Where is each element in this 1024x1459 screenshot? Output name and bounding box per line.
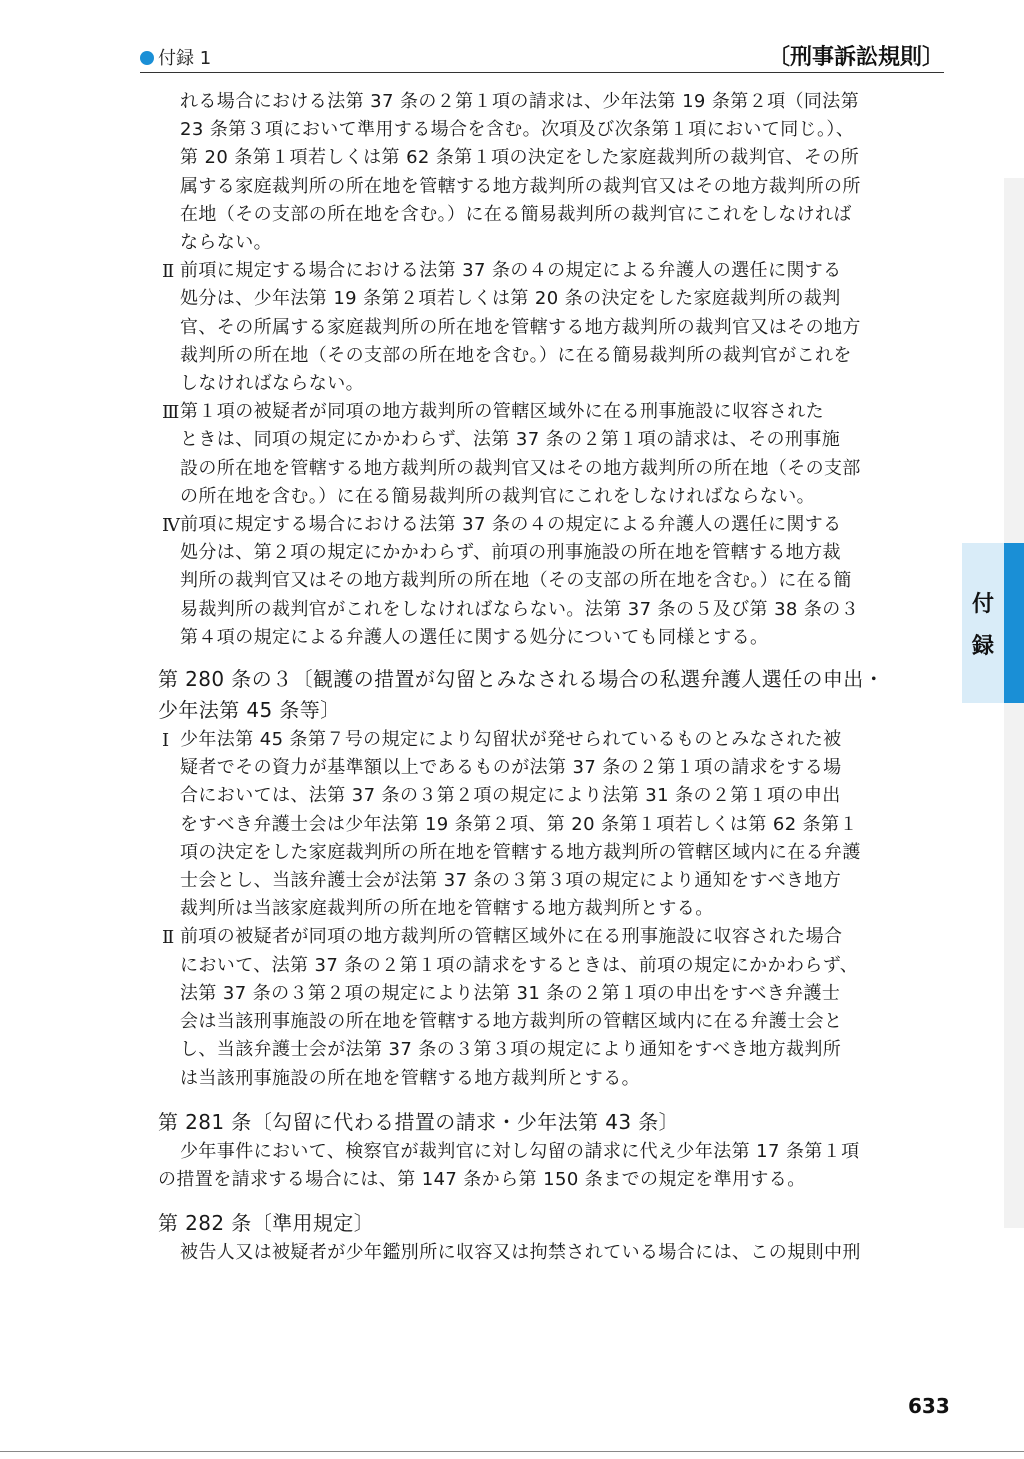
running-header	[140, 46, 944, 74]
text-line: 23 条第３項において準用する場合を含む。次項及び次条第１項において同じ。）、	[180, 119, 855, 141]
continued-paragraph	[158, 88, 922, 257]
text-line: 士会とし、当該弁護士会が法第 37 条の３第３項の規定により通知をすべき地方	[180, 870, 842, 892]
text-line: の所在地を含む。）に在る簡易裁判所の裁判官にこれをしなければならない。	[180, 485, 815, 507]
text-line: 項の決定をした家庭裁判所の所在地を管轄する地方裁判所の管轄区域内に在る弁護	[180, 841, 861, 863]
article-281	[158, 1107, 922, 1194]
text-line: 設の所在地を管轄する地方裁判所の裁判官又はその地方裁判所の所在地（その支部	[180, 457, 861, 479]
article-280-3	[158, 664, 922, 1093]
clause-number: Ⅲ	[162, 402, 180, 423]
text-line: 前項に規定する場合における法第 37 条の４の規定による弁護人の選任に関する	[180, 260, 842, 282]
article-text	[158, 1239, 922, 1267]
text-line: をすべき弁護士会は少年法第 19 条第２項、第 20 条第１項若しくは第 62 条第１	[180, 813, 858, 835]
text-line: の措置を請求する場合には、第 147 条から第 150 条までの規定を準用する。	[158, 1168, 806, 1190]
text-line: 少年法第 45 条第７号の規定により勾留状が発せられているものとみなされた被	[180, 729, 842, 751]
index-tab-char: 録	[971, 634, 994, 659]
text-line: 裁判所の所在地（その支部の所在地を含む。）に在る簡易裁判所の裁判官がこれを	[180, 344, 852, 366]
text-line: 判所の裁判官又はその地方裁判所の所在地（その支部の所在地を含む。）に在る簡	[180, 570, 852, 592]
text-line: 第 20 条第１項若しくは第 62 条第１項の決定をした家庭裁判所の裁判官、その所	[180, 147, 860, 169]
article-heading: 第 282 条〔準用規定〕	[158, 1211, 375, 1236]
text-line: 裁判所は当該家庭裁判所の所在地を管轄する地方裁判所とする。	[180, 898, 714, 920]
index-tab-char: 付	[971, 592, 994, 617]
text-line: 前項の被疑者が同項の地方裁判所の管轄区域外に在る刑事施設に収容された場合	[180, 926, 843, 948]
text-line: 疑者でその資力が基準額以上であるものが法第 37 条の２第１項の請求をする場	[180, 757, 842, 779]
text-line: は当該刑事施設の所在地を管轄する地方裁判所とする。	[180, 1067, 640, 1089]
index-tab-bar	[1004, 543, 1024, 703]
footer-rule	[0, 1451, 1024, 1452]
book-title: 〔刑事訴訟規則〕	[767, 45, 944, 70]
text-line: 処分は、少年法第 19 条第２項若しくは第 20 条の決定をした家庭裁判所の裁判	[180, 288, 841, 310]
text-line: ときは、同項の規定にかかわらず、法第 37 条の２第１項の請求は、その刑事施	[180, 429, 841, 451]
appendix-label: 付録 1	[158, 48, 212, 69]
article-text	[158, 1138, 922, 1194]
heading-line: 第 280 条の３〔観護の措置が勾留とみなされる場合の私選弁護人選任の申出・	[158, 667, 885, 692]
article-282	[158, 1208, 922, 1267]
text-line: 第４項の規定による弁護人の選任に関する処分についても同様とする。	[180, 626, 769, 648]
clause-number: Ⅱ	[162, 261, 175, 282]
clause-number: Ⅰ	[162, 730, 170, 751]
text-line: 官、その所属する家庭裁判所の所在地を管轄する地方裁判所の裁判官又はその地方	[180, 316, 861, 338]
text-line: において、法第 37 条の２第１項の請求をするときは、前項の規定にかかわらず、	[180, 954, 859, 976]
clause-item	[158, 923, 922, 1092]
clause-number: Ⅱ	[162, 927, 175, 948]
text-line: 少年事件において、検察官が裁判官に対し勾留の請求に代え少年法第 17 条第１項	[180, 1140, 860, 1162]
text-line: 被告人又は被疑者が少年鑑別所に収容又は拘禁されている場合には、この規則中刑	[180, 1242, 861, 1264]
header-rule	[140, 72, 944, 73]
heading-line: 少年法第 45 条等〕	[158, 698, 341, 723]
page-body	[158, 88, 922, 1267]
text-line: れる場合における法第 37 条の２第１項の請求は、少年法第 19 条第２項（同法第	[180, 91, 860, 112]
text-line: 処分は、第２項の規定にかかわらず、前項の刑事施設の所在地を管轄する地方裁	[180, 542, 841, 564]
article-heading	[158, 664, 922, 726]
page-number: 633	[908, 1394, 950, 1418]
article-heading: 第 281 条〔勾留に代わる措置の請求・少年法第 43 条〕	[158, 1109, 680, 1134]
side-index-track	[1004, 178, 1024, 1228]
text-line: 前項に規定する場合における法第 37 条の４の規定による弁護人の選任に関する	[180, 514, 842, 536]
text-line: 易裁判所の裁判官がこれをしなければならない。法第 37 条の５及び第 38 条の３	[180, 598, 860, 620]
clause-item	[158, 511, 922, 652]
text-line: しなければならない。	[180, 373, 364, 395]
text-line: 在地（その支部の所在地を含む。）に在る簡易裁判所の裁判官にこれをしなければ	[180, 203, 852, 225]
text-line: 属する家庭裁判所の所在地を管轄する地方裁判所の裁判官又はその地方裁判所の所	[180, 175, 861, 197]
text-line: 会は当該刑事施設の所在地を管轄する地方裁判所の管轄区域内に在る弁護士会と	[180, 1011, 843, 1033]
clause-item	[158, 726, 922, 923]
text-line: し、当該弁護士会が法第 37 条の３第３項の規定により通知をすべき地方裁判所	[180, 1039, 842, 1061]
text-line: ならない。	[180, 232, 272, 254]
clause-number: Ⅳ	[162, 515, 181, 536]
appendix-index-tab[interactable]	[962, 543, 1024, 703]
text-line: 法第 37 条の３第２項の規定により法第 31 条の２第１項の申出をすべき弁護士	[180, 982, 841, 1004]
text-line: 第１項の被疑者が同項の地方裁判所の管轄区域外に在る刑事施設に収容された	[180, 401, 824, 423]
bullet-dot-icon	[140, 51, 154, 65]
text-line: 合においては、法第 37 条の３第２項の規定により法第 31 条の２第１項の申出	[180, 785, 841, 807]
clause-item	[158, 257, 922, 398]
clause-item	[158, 398, 922, 511]
